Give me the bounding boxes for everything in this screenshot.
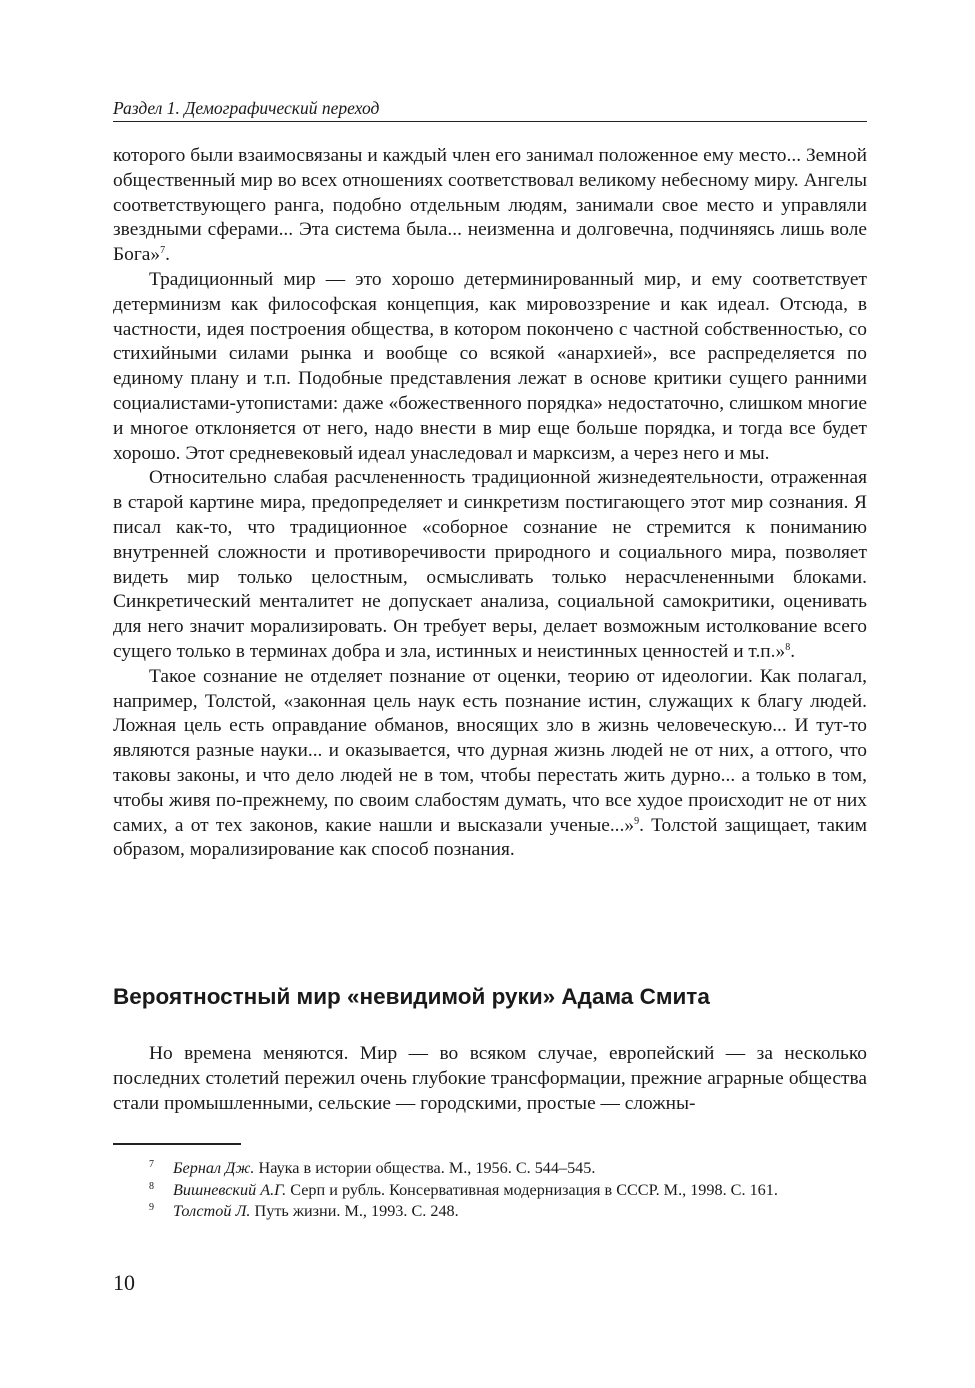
footnote-author: Толстой Л.: [173, 1202, 251, 1220]
paragraph-3: [113, 466, 867, 664]
footnotes: [113, 1158, 867, 1223]
paragraph-1: [113, 144, 867, 268]
footnote-ref-8: 8: [785, 641, 791, 653]
paragraph-tail: . Толстой защищает, таким образом, морализирование как способ познания.: [113, 814, 867, 861]
footnote-text: Путь жизни. М., 1993. С. 248.: [250, 1202, 459, 1220]
paragraph-text: Традиционный мир — это хорошо детерминированный мир, и ему соответствует детерминизм как философская концепция, как мировоззрение и как идеал. Отсюда, в частности, идея построения общества, в котором покончено с частной собственностью, со стихийными силами рынка и вообще со всякой «анархией», все распределяется по единому плану и т.п. Подобные представления лежат в основе критики сущего ранними социалистами-утопистами: даже «божественного порядка» недостаточно, слишком многие и многое отклоняется от него, надо внести в мир еще больше порядка, и тогда все будет хорошо. Этот средневековый идеал унаследовал и марксизм, а через него и мы.: [113, 268, 867, 464]
paragraph-text: Такое сознание не отделяет познание от оценки, теорию от идеологии. Как полагал, например, Толстой, «законная цель наук есть познание истин, служащих к благу людей. Ложная цель есть оправдание обманов, вносящих зло в жизнь человеческую... И тут-то являются разные науки... и оказывается, что дурная жизнь людей не от них, а оттого, что таковы законы, и что дело людей не в том, чтобы перестать жить дурно... а только в том, чтобы живя по-прежнему, по своим слабостям думать, что все худое происходит не от них самих, а от тех законов, какие нашли и высказали ученые...»: [113, 665, 867, 836]
page-number: 10: [113, 1270, 135, 1295]
paragraph-text: которого были взаимосвязаны и каждый член его занимал положенное ему место... Земной общественный мир во всех отношениях соответствовал великому небесному миру. Ангелы соответствующего ранга, подобно отдельным людям, занимали свое место и управляли звездными сферами... Эта система была... неизменна и долговечна, подчиняясь лишь воле Бога»: [113, 145, 867, 266]
paragraph-tail: .: [165, 244, 170, 266]
footnote-9: 9 Толстой Л. Путь жизни. М., 1993. С. 248.: [149, 1202, 459, 1220]
footnote-author: Бернал Дж.: [173, 1159, 255, 1177]
running-head: Раздел 1. Демографический переход: [113, 97, 867, 122]
section-heading: Вероятностный мир «невидимой руки» Адама Смита: [113, 984, 710, 1009]
footnote-author: Вишневский А.Г.: [173, 1180, 287, 1199]
body-text: [113, 144, 867, 863]
footnote-7: 7 Бернал Дж. Наука в истории общества. М., 1956. С. 544–545.: [149, 1159, 596, 1177]
section-text: [113, 1042, 867, 1116]
footnote-ref-7: 7: [160, 245, 166, 257]
footnote-text: Серп и рубль. Консервативная модернизация в СССР. М., 1998. С. 161.: [286, 1180, 778, 1199]
section-paragraph: Но времена меняются. Мир — во всяком случае, европейский — за несколько последних столетий пережил очень глубокие трансформации, прежние аграрные общества стали промышленными, сельские — городскими, простые — сложны-: [113, 1043, 867, 1114]
paragraph-4: [113, 665, 867, 863]
footnote-ref-9: 9: [634, 815, 640, 827]
paragraph-tail: .: [790, 640, 796, 662]
paragraph-text: Относительно слабая расчлененность традиционной жизнедеятельности, отраженная в старой картине мира, предопределяет и синкретизм постигающего этот мир сознания. Я писал как-то, что традиционное «соборное сознание не стремится к пониманию внутренней сложности и противоречивости природного и социального мира, позволяет видеть мир только целостным, осмысливать только нерасчлененными блоками. Синкретический менталитет не допускает анализа, социальной самокритики, оценивать для него значит морализировать. Он требует веры, делает возможным истолкование всего сущего только в терминах добра и зла, истинных и неистинных ценностей и т.п.»: [113, 467, 867, 662]
footnote-divider: [113, 1143, 241, 1145]
footnote-text: Наука в истории общества. М., 1956. С. 544–545.: [254, 1159, 596, 1177]
footnote-8: 8 Вишневский А.Г. Серп и рубль. Консервативная модернизация в СССР. М., 1998. С. 161.: [149, 1180, 778, 1199]
paragraph-2: [113, 268, 867, 466]
